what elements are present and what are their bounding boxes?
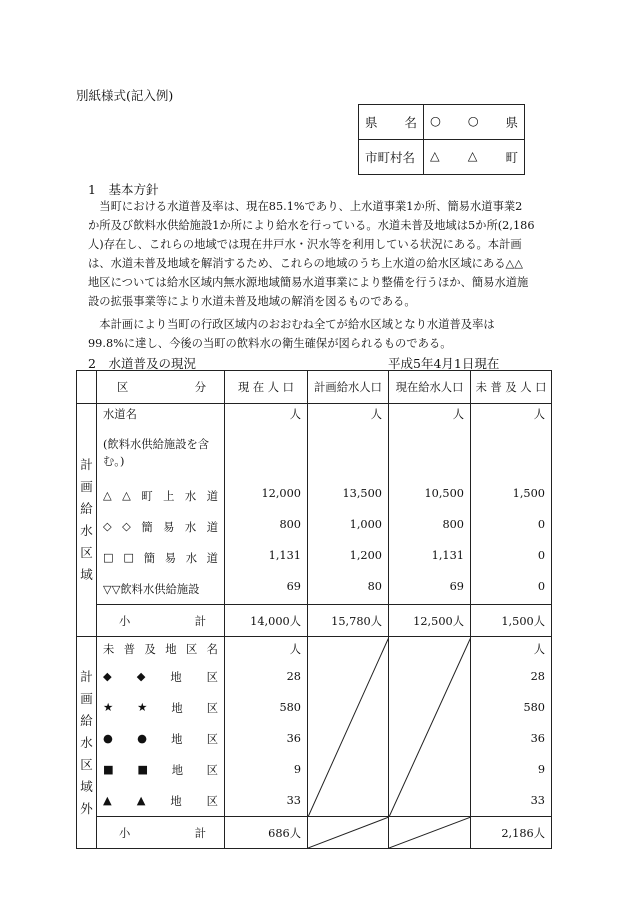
- unit-label: 人: [533, 408, 545, 421]
- header-text: 計画給水人口: [314, 381, 382, 394]
- name-char: 区: [206, 701, 218, 715]
- name-char: 区: [206, 763, 218, 777]
- prefecture-row: [359, 105, 525, 140]
- name-char: 区: [206, 670, 218, 684]
- vertical-char: 画: [80, 690, 93, 706]
- diagonal-slash: [389, 817, 471, 848]
- cell-unserved: 0: [537, 518, 545, 531]
- cell-unserved: 36: [530, 732, 545, 745]
- name-char: 地: [170, 670, 182, 684]
- vertical-char: 給: [80, 501, 93, 516]
- cell-served: 800: [442, 518, 464, 531]
- cell-current: 580: [279, 701, 301, 714]
- prefecture-box: [358, 104, 525, 175]
- name-char: ◆: [103, 670, 112, 683]
- vertical-char: 区: [80, 545, 93, 560]
- form-title: 別紙様式(記入例): [76, 88, 174, 103]
- header-text: 現 在 人 口: [238, 381, 294, 394]
- subtotal-unserved: [471, 817, 552, 849]
- name-char: ★: [137, 701, 148, 714]
- group1-intro-label: 水道名: [103, 408, 137, 421]
- group2-body: [77, 637, 552, 817]
- vertical-char: 域: [80, 567, 93, 582]
- subtotal-value: 1,500人: [501, 614, 545, 628]
- section1-paragraph2: [88, 315, 550, 353]
- subtotal-value: 686人: [268, 826, 301, 840]
- diagonal-slash: [308, 637, 389, 817]
- name-char: 簡: [143, 551, 156, 565]
- value-char: △: [430, 148, 440, 163]
- name-char: ◇: [122, 520, 131, 533]
- cell-current: 800: [279, 518, 301, 531]
- cell-current: 36: [286, 732, 301, 745]
- group1-names: [97, 404, 225, 605]
- header-planned: [308, 371, 389, 404]
- header-text: 未 普 及 人 口: [475, 381, 547, 394]
- cell-unserved: 33: [530, 794, 545, 807]
- subtotal-served-na: [389, 817, 471, 849]
- group1-planned-col: [308, 404, 389, 605]
- name-char: 町: [141, 489, 153, 503]
- subtotal-value: 12,500人: [413, 614, 464, 628]
- value-char: ○: [467, 113, 479, 128]
- diagonal-slash: [389, 637, 471, 817]
- table-header-row: [77, 371, 552, 404]
- table-row-label: [97, 785, 224, 816]
- name-char: 道: [206, 520, 218, 534]
- vertical-char: 計: [80, 457, 93, 472]
- table-row-label: [97, 661, 224, 692]
- name-char: 地: [171, 763, 183, 777]
- header-category: [97, 371, 225, 404]
- prefecture-value: [424, 105, 525, 140]
- name-char: 易: [163, 520, 175, 534]
- group2-intro-label: [97, 637, 224, 661]
- name-char: 道: [206, 551, 218, 565]
- cell-current: 33: [286, 794, 301, 807]
- name-char: 区: [206, 794, 218, 808]
- subtotal-current: [225, 605, 308, 637]
- table-row-label: [97, 542, 224, 573]
- subtotal-label: [97, 817, 225, 849]
- vertical-char: 域: [80, 778, 93, 794]
- name-char: ■: [137, 763, 149, 776]
- cell-unserved: 28: [530, 670, 545, 683]
- unit-label: 人: [370, 408, 382, 421]
- header-char: 分: [194, 381, 206, 394]
- as-of-date: 平成5年4月1日現在: [388, 356, 500, 371]
- intro-char: 名: [206, 643, 218, 656]
- table-row-label: [97, 754, 224, 785]
- header-char: 区: [117, 381, 129, 394]
- cell-served: 69: [449, 580, 464, 593]
- cell-current: 69: [286, 580, 301, 593]
- intro-char: 未: [103, 643, 115, 656]
- cell-planned: 80: [367, 580, 382, 593]
- prefecture-label: [359, 105, 424, 140]
- vertical-char: 水: [80, 734, 93, 750]
- name-char: ●: [103, 732, 113, 745]
- name-char: □: [123, 551, 135, 564]
- subtotal-label: [97, 605, 225, 637]
- name-text: ▽▽飲料水供給施設: [103, 582, 200, 596]
- vertical-char: 水: [80, 523, 93, 538]
- cell-current: 12,000: [261, 487, 301, 500]
- intro-char: 及: [144, 643, 156, 656]
- cell-unserved: 0: [537, 580, 545, 593]
- label-text: 市町村名: [365, 150, 416, 165]
- subtotal-unserved: [471, 605, 552, 637]
- name-char: ▲: [136, 794, 146, 807]
- vertical-char: 計: [80, 668, 93, 684]
- group1-unserved-col: [471, 404, 552, 605]
- name-char: ◇: [103, 520, 112, 533]
- header-served: [389, 371, 471, 404]
- label-char: 名: [404, 115, 417, 130]
- group1-served-col: [389, 404, 471, 605]
- group2-served-na: [389, 637, 471, 817]
- table-row-label: [97, 692, 224, 723]
- table-row-label: [97, 511, 224, 542]
- intro-char: 普: [123, 643, 136, 656]
- subtotal-served: [389, 605, 471, 637]
- group2-planned-na: [308, 637, 389, 817]
- paragraph-line: 99.8%に達し、今後の当町の飲料水の衛生確保が図られるものである。: [88, 337, 452, 350]
- name-char: 易: [164, 551, 177, 565]
- name-char: □: [103, 551, 114, 564]
- unit-label: 人: [289, 408, 301, 421]
- cell-current: 9: [293, 763, 301, 776]
- cell-unserved: 9: [537, 763, 545, 776]
- group1-current-col: [225, 404, 308, 605]
- vertical-char: 外: [80, 800, 93, 816]
- municipality-label: [359, 140, 424, 175]
- name-char: 地: [171, 701, 183, 715]
- paragraph-line: 地区については給水区域内無水源地域簡易水道事業により整備を行うほか、簡易水道施: [88, 276, 529, 289]
- name-char: ◆: [136, 670, 146, 683]
- cell-unserved: 0: [537, 549, 545, 562]
- group1-subtotal-row: [77, 605, 552, 637]
- name-char: 水: [185, 551, 197, 565]
- name-char: 上: [163, 489, 175, 503]
- section2-heading: 2 水道普及の現況: [88, 356, 196, 371]
- table-row-label: [97, 573, 224, 604]
- paragraph-line: は、水道未普及地域を解消するため、これらの地域のうち上水道の給水区域にある△△: [88, 257, 523, 270]
- intro-char: 地: [165, 643, 177, 656]
- group2-subtotal-row: [77, 817, 552, 849]
- unit-label: 人: [533, 643, 545, 656]
- header-blank: [77, 371, 97, 404]
- paragraph-line: 本計画により当町の行政区域内のおおむね全てが給水区域となり水道普及率は: [88, 318, 495, 331]
- water-supply-table: [76, 370, 552, 849]
- subtotal-char: 計: [194, 826, 206, 840]
- group2-current-col: [225, 637, 308, 817]
- name-char: 地: [171, 732, 183, 746]
- table-row-label: [97, 723, 224, 754]
- paragraph-line: か所及び飲料水供給施設1か所により給水を行っている。水道未普及地域は5か所(2,186: [88, 219, 535, 232]
- paragraph-line: 人)存在し、これらの地域では現在井戸水・沢水等を利用している状況にある。本計画: [88, 238, 522, 251]
- municipality-value: [424, 140, 525, 175]
- header-current: [225, 371, 308, 404]
- value-char: 町: [505, 150, 518, 165]
- subtotal-planned: [308, 605, 389, 637]
- subtotal-value: 2,186人: [501, 826, 545, 840]
- group2-names: [97, 637, 225, 817]
- cell-current: 1,131: [268, 549, 301, 562]
- label-char: 県: [365, 115, 378, 130]
- subtotal-char: 小: [119, 614, 131, 628]
- cell-planned: 13,500: [342, 487, 382, 500]
- cell-current: 28: [286, 670, 301, 683]
- cell-unserved: 580: [523, 701, 545, 714]
- unit-label: 人: [289, 643, 301, 656]
- group2-vertical-label: [77, 637, 97, 849]
- vertical-char: 区: [80, 756, 93, 772]
- name-char: ■: [103, 763, 114, 776]
- subtotal-char: 小: [119, 826, 131, 840]
- unit-label: 人: [452, 408, 464, 421]
- table-row-label: [97, 480, 224, 511]
- subtotal-planned-na: [308, 817, 389, 849]
- group2-unserved-col: [471, 637, 552, 817]
- subtotal-current: [225, 817, 308, 849]
- name-char: 簡: [141, 520, 153, 534]
- group1-vertical-label: [77, 404, 97, 637]
- vertical-char: 画: [80, 479, 93, 494]
- cell-planned: 1,000: [349, 518, 382, 531]
- name-char: 道: [206, 489, 218, 503]
- header-unserved: [471, 371, 552, 404]
- intro-char: 区: [185, 643, 198, 656]
- header-text: 現在給水人口: [395, 381, 464, 394]
- diagonal-slash: [308, 817, 389, 848]
- cell-served: 1,131: [431, 549, 464, 562]
- value-char: ○: [430, 113, 441, 128]
- municipality-row: [359, 140, 525, 175]
- name-char: ▲: [103, 794, 112, 807]
- value-char: 県: [505, 115, 518, 130]
- name-char: 水: [184, 489, 197, 503]
- section1-paragraph1: [88, 197, 550, 311]
- name-char: 地: [170, 794, 182, 808]
- name-char: △: [103, 489, 112, 502]
- subtotal-value: 15,780人: [331, 614, 382, 628]
- paragraph-line: 設の拡張事業等により水道未普及地域の解消を図るものである。: [88, 295, 416, 308]
- cell-unserved: 1,500: [512, 487, 545, 500]
- name-char: 水: [184, 520, 197, 534]
- cell-served: 10,500: [424, 487, 464, 500]
- name-char: △: [122, 489, 131, 502]
- subtotal-char: 計: [194, 614, 206, 628]
- subtotal-value: 14,000人: [250, 614, 301, 628]
- group1-intro-note: (飲料水供給施設を含む。): [103, 438, 210, 468]
- cell-planned: 1,200: [349, 549, 382, 562]
- section1-heading: 1 基本方針: [88, 182, 159, 197]
- paragraph-line: 当町における水道普及率は、現在85.1%であり、上水道事業1か所、簡易水道事業2: [88, 200, 523, 213]
- name-char: ★: [103, 701, 114, 714]
- name-char: 区: [206, 732, 218, 746]
- name-char: ●: [137, 732, 147, 745]
- vertical-char: 給: [80, 712, 93, 728]
- group1-body: [77, 404, 552, 605]
- value-char: △: [467, 148, 478, 163]
